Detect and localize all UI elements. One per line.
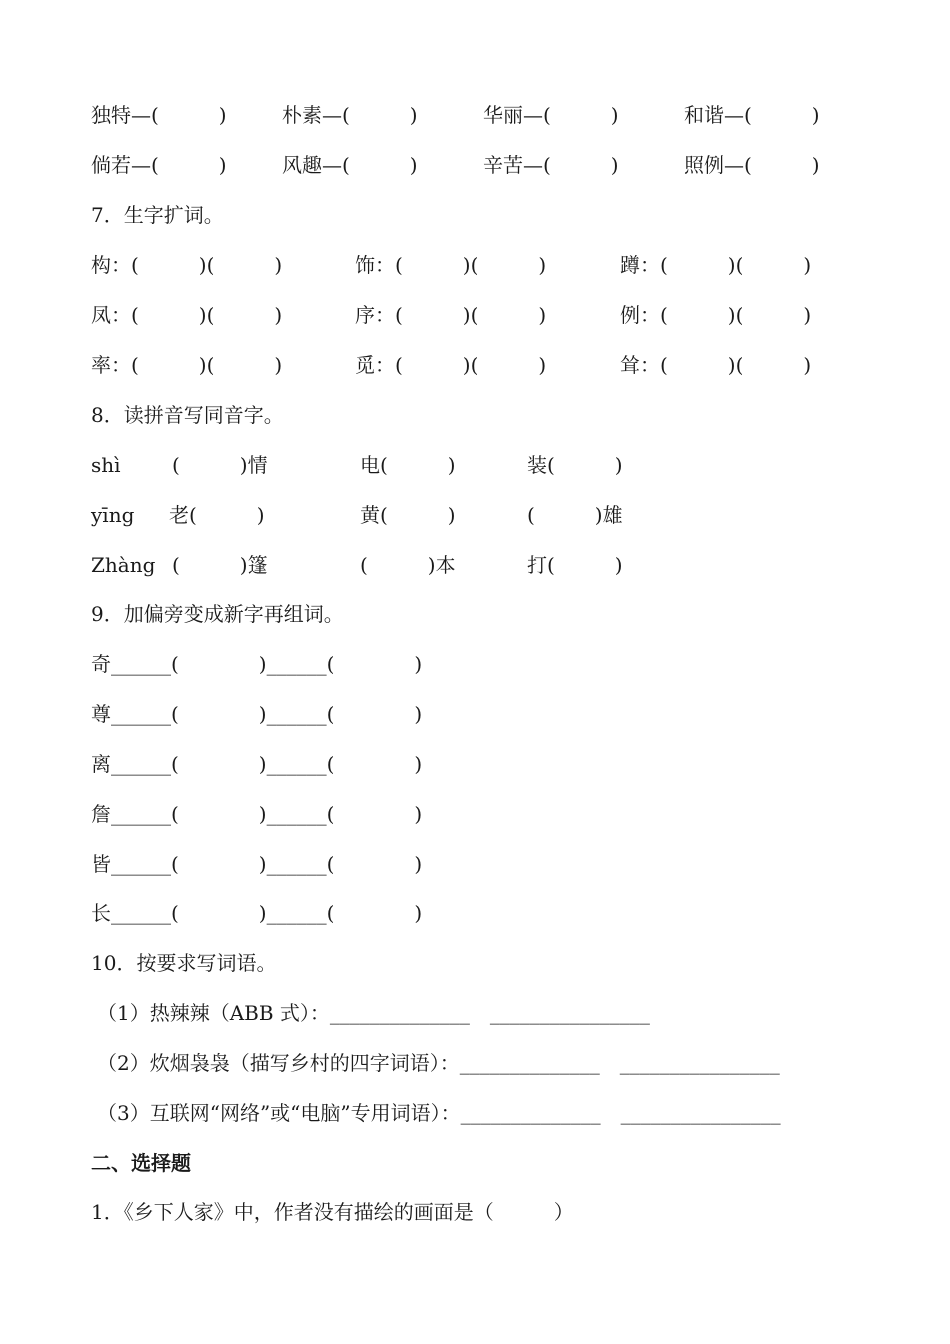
pinyin-label: Zhàng [91,553,156,577]
q10-item: （2）炊烟袅袅（描写乡村的四字词语）：______________ ________________ [97,1051,780,1075]
q8-item: 装( ) [527,453,623,477]
q7-item: 凤：( )( ) [91,303,283,327]
antonym-item: 独特—( ) [91,103,227,127]
q8-item: ( )雄 [527,503,623,527]
q9-row: 皆______( )______( ) [91,852,423,876]
q7-item: 耸：( )( ) [620,353,812,377]
q10-item: （1）热辣辣（ABB 式）：______________ ________________ [97,1001,650,1025]
q8-item: ( )本 [360,553,456,577]
q8-item: 老( ) [169,503,265,527]
antonym-item: 朴素—( ) [282,103,418,127]
q8-item: 电( ) [360,453,456,477]
q7-title: 7．生字扩词。 [91,203,224,227]
q7-item: 饰：( )( ) [355,253,547,277]
q7-item: 蹲：( )( ) [620,253,812,277]
q8-item: ( )情 [172,453,268,477]
q8-item: ( )篷 [172,553,268,577]
q9-row: 詹______( )______( ) [91,802,423,826]
pinyin-label: shì [91,453,121,477]
antonym-item: 和谐—( ) [684,103,820,127]
antonym-item: 华丽—( ) [483,103,619,127]
q10-title: 10．按要求写词语。 [91,951,277,975]
q7-item: 率：( )( ) [91,353,283,377]
antonym-item: 倘若—( ) [91,153,227,177]
antonym-item: 照例—( ) [684,153,820,177]
pinyin-label: yīng [91,503,135,527]
question-text: 1．《乡下人家》中，作者没有描绘的画面是（ ） [91,1200,574,1224]
q8-item: 打( ) [527,553,623,577]
q10-item: （3）互联网“网络”或“电脑”专用词语）：______________ ________________ [97,1101,781,1125]
antonym-item: 风趣—( ) [282,153,418,177]
q8-title: 8．读拼音写同音字。 [91,403,284,427]
q7-item: 觅：( )( ) [355,353,547,377]
q9-row: 奇______( )______( ) [91,652,423,676]
q9-row: 长______( )______( ) [91,901,423,925]
q9-title: 9．加偏旁变成新字再组词。 [91,602,344,626]
q9-row: 离______( )______( ) [91,752,423,776]
q9-row: 尊______( )______( ) [91,702,423,726]
q7-item: 序：( )( ) [355,303,547,327]
q8-item: 黄( ) [360,503,456,527]
q7-item: 例：( )( ) [620,303,812,327]
antonym-item: 辛苦—( ) [483,153,619,177]
q7-item: 构：( )( ) [91,253,283,277]
section-heading: 二、选择题 [91,1151,191,1175]
